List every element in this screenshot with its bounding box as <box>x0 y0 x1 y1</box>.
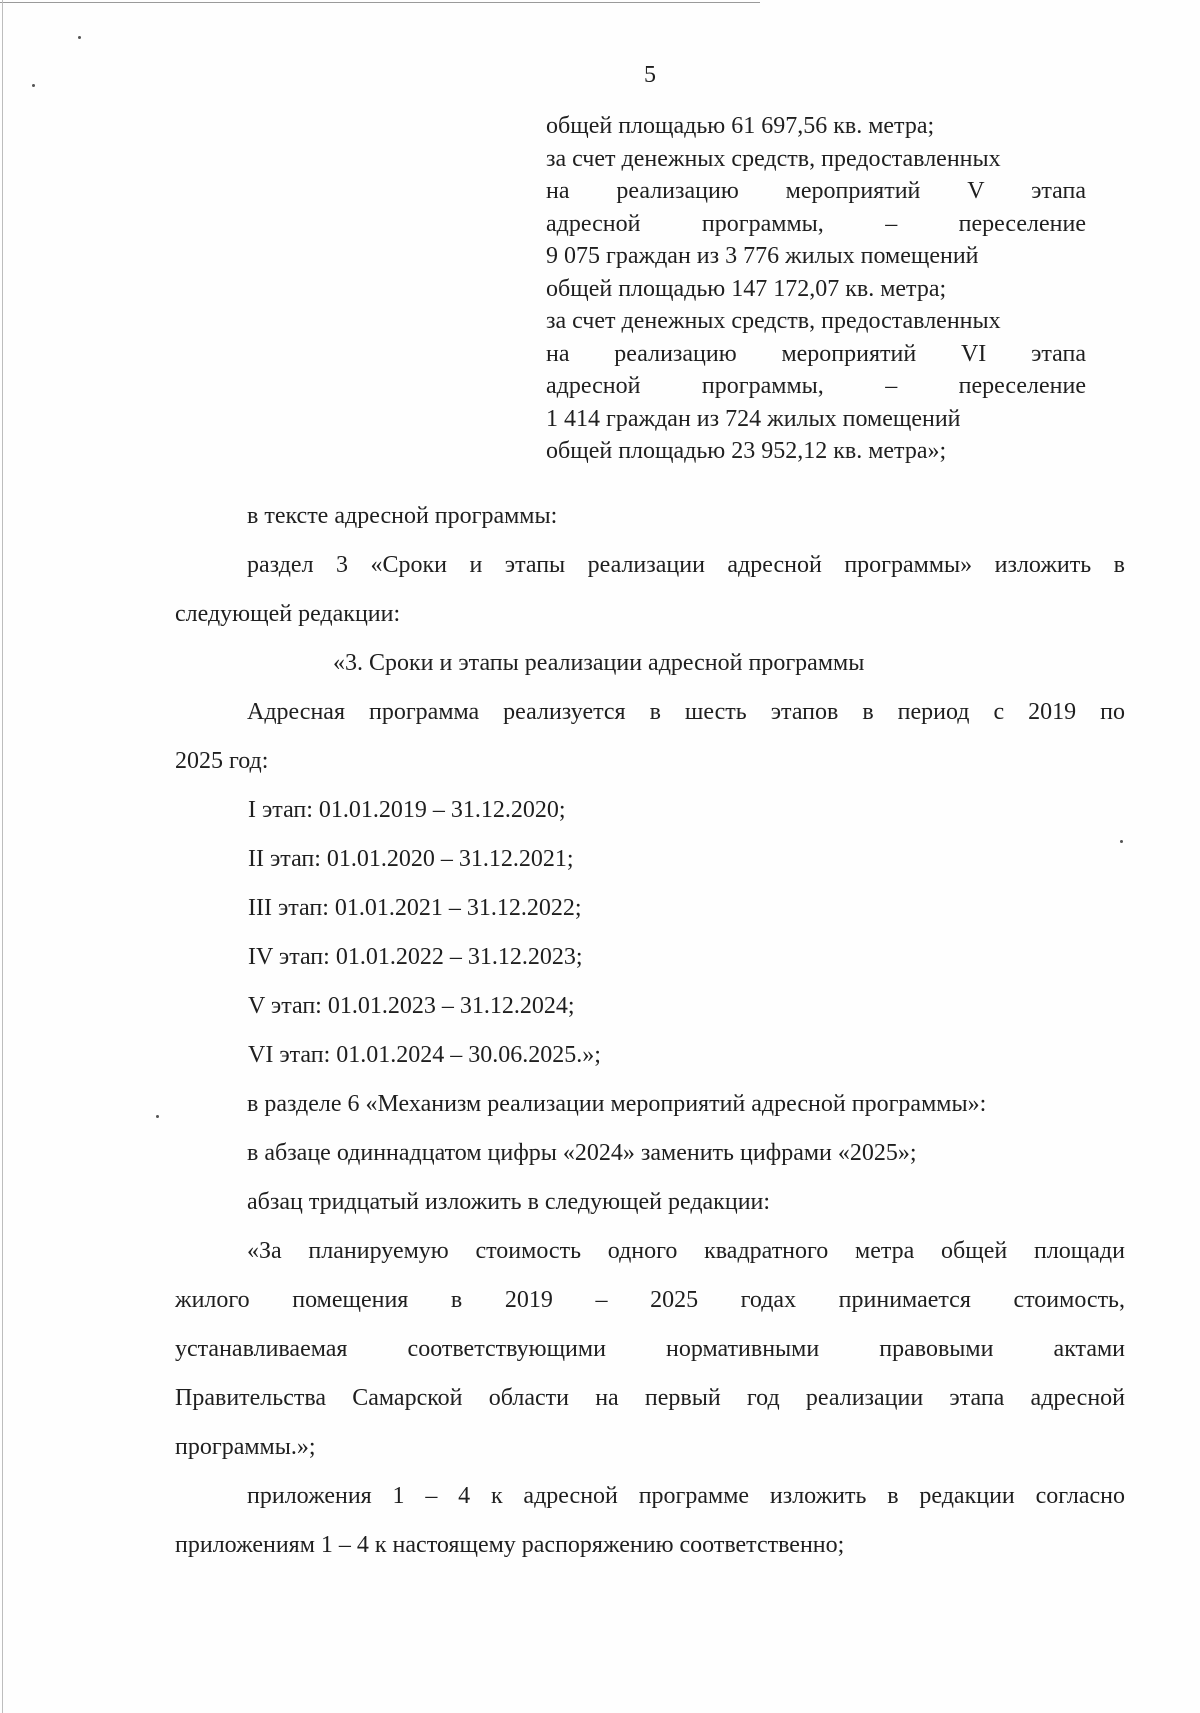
quote-line: на реализацию мероприятий VI этапа <box>546 340 1086 367</box>
stage-item: IV этап: 01.01.2022 – 31.12.2023; <box>248 944 583 970</box>
scan-speck <box>156 1115 159 1118</box>
paragraph: Адресная программа реализуется в шесть этапов в период с 2019 по <box>247 699 1125 725</box>
quote-line: общей площадью 23 952,12 кв. метра»; <box>546 438 947 464</box>
paragraph: следующей редакции: <box>175 601 401 627</box>
paragraph: абзац тридцатый изложить в следующей редакции: <box>247 1189 771 1215</box>
paragraph: программы.»; <box>175 1434 316 1460</box>
paragraph: жилого помещения в 2019 – 2025 годах принимается стоимость, <box>175 1287 1125 1313</box>
paragraph: Правительства Самарской области на первый год реализации этапа адресной <box>175 1385 1125 1411</box>
quote-line: адресной программы, – переселение <box>546 373 1086 399</box>
quote-line: 1 414 граждан из 724 жилых помещений <box>546 405 961 432</box>
paragraph: приложениям 1 – 4 к настоящему распоряжению соответственно; <box>175 1532 845 1558</box>
scan-speck <box>78 36 81 39</box>
quote-line: за счет денежных средств, предоставленных <box>546 145 1001 172</box>
scan-edge <box>2 0 3 1713</box>
paragraph: в тексте адресной программы: <box>247 503 558 529</box>
quote-line: адресной программы, – переселение <box>546 210 1086 237</box>
quote-line: общей площадью 147 172,07 кв. метра; <box>546 275 947 302</box>
paragraph: «За планируемую стоимость одного квадратного метра общей площади <box>247 1238 1125 1264</box>
quote-line: 9 075 граждан из 3 776 жилых помещений <box>546 243 979 269</box>
document-body <box>175 492 1125 1570</box>
scan-edge <box>0 2 760 3</box>
paragraph: в разделе 6 «Механизм реализации мероприятий адресной программы»: <box>247 1091 987 1117</box>
stage-item: V этап: 01.01.2023 – 31.12.2024; <box>248 993 575 1019</box>
paragraph: раздел 3 «Сроки и этапы реализации адресной программы» изложить в <box>247 552 1125 578</box>
stage-item: VI этап: 01.01.2024 – 30.06.2025.»; <box>248 1042 601 1068</box>
section-heading: «3. Сроки и этапы реализации адресной программы <box>333 650 865 676</box>
quote-line: общей площадью 61 697,56 кв. метра; <box>546 113 935 139</box>
stage-item: III этап: 01.01.2021 – 31.12.2022; <box>248 895 582 921</box>
amendment-quote-block <box>546 110 1086 468</box>
paragraph: 2025 год: <box>175 748 269 774</box>
paragraph: в абзаце одиннадцатом цифры «2024» заменить цифрами «2025»; <box>247 1140 917 1166</box>
paragraph: приложения 1 – 4 к адресной программе изложить в редакции согласно <box>247 1483 1125 1509</box>
stage-item: II этап: 01.01.2020 – 31.12.2021; <box>248 846 574 872</box>
quote-line: на реализацию мероприятий V этапа <box>546 178 1086 204</box>
page-number: 5 <box>644 62 656 88</box>
quote-line: за счет денежных средств, предоставленных <box>546 308 1001 334</box>
stage-item: I этап: 01.01.2019 – 31.12.2020; <box>248 797 566 823</box>
paragraph: устанавливаемая соответствующими нормативными правовыми актами <box>175 1336 1125 1362</box>
